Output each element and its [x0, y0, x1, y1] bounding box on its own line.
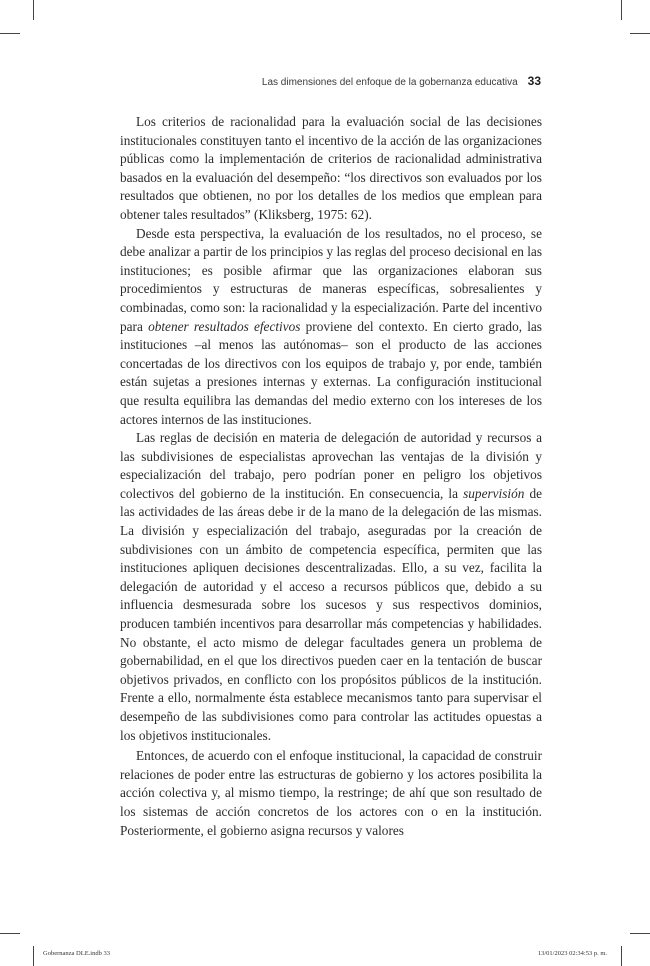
running-header-title: Las dimensiones del enfoque de la gobernanza educativa — [261, 77, 518, 88]
crop-mark — [33, 946, 34, 966]
page-number: 33 — [527, 74, 541, 88]
crop-mark — [33, 0, 34, 20]
footer-timestamp: 13/01/2023 02:34:53 p. m. — [537, 950, 607, 957]
crop-mark — [630, 933, 650, 934]
crop-mark — [621, 0, 622, 20]
emphasis: supervisión — [463, 485, 525, 501]
crop-mark — [630, 33, 650, 34]
paragraph: Desde esta perspectiva, la evaluación de los resultados, no el proceso, se debe analizar a partir de los principios y las reglas del proceso decisional en las instituciones; es posible afirmar que las organizaciones elaboran sus procedimientos y estructuras de maneras específicas, sobresalientes y combinadas, como son: la racionalidad y la especialización. Parte del incentivo para obtener resultados efectivos proviene del contexto. En cierto grado, las instituciones –al menos las autónomas– son el producto de las acciones concertadas de los directivos con los equipos de trabajo y, por ende, también están sujetas a presiones internas y externas. La configuración institucional que resulta equilibra las demandas del medio externo con los intereses de los actores internos de las instituciones. — [120, 225, 542, 427]
footer-file: Gobernanza DLE.indb 33 — [43, 950, 110, 957]
crop-mark — [621, 946, 622, 966]
paragraph: Las reglas de decisión en materia de delegación de autoridad y recursos a las subdivisiones de especialistas aprovechan las ventajas de la división y especialización del trabajo, pero podrían poner en peligro los objetivos colectivos del gobierno de la institución. En consecuencia, la supervisión de las actividades de las áreas debe ir de la mano de la delegación de las mismas. La división y especialización del trabajo, aseguradas por la creación de subdivisiones con un ámbito de competencia específica, permiten que las instituciones apliquen decisiones descentralizadas. Ello, a su vez, facilita la delegación de autoridad y el acceso a recursos públicos que, debido a su influencia desmesurada sobre los sucesos y sus respectivos dominios, producen también incentivos para desarrollar más competencias y habilidades. No obstante, el acto mismo de delegar facultades genera un problema de gobernabilidad, en el que los directivos pueden caer en la tentación de buscar objetivos privados, en conflicto con los propósitos públicos de la institución. Frente a ello, normalmente ésta establece mecanismos tanto para supervisar el desempeño de las subdivisiones como para controlar las actitudes opuestas a los objetivos institucionales. — [120, 430, 543, 743]
emphasis: obtener resultados efectivos — [148, 318, 301, 334]
paragraph: Los criterios de racionalidad para la evaluación social de las decisiones institucionales constituyen tanto el incentivo de la acción de las organizaciones públicas como la implementación de criterios de racionalidad administrativa basados en la evaluación del desempeño: “los directivos son evaluados por los resultados que obtienen, no por los detalles de los medios que emplean para obtener tales resultados” (Kliksberg, 1975: 62). — [120, 114, 542, 222]
crop-mark — [0, 33, 20, 34]
body-text — [120, 113, 542, 840]
paragraph: Entonces, de acuerdo con el enfoque institucional, la capacidad de construir relaciones de poder entre las estructuras de gobierno y los actores posibilita la acción colectiva y, al mismo tiempo, la restringe; de ahí que son resultado de los sistemas de acción concretos de los actores con o en la institución. Posteriormente, el gobierno asigna recursos y valores — [120, 748, 542, 838]
crop-mark — [0, 933, 20, 934]
running-header — [262, 74, 541, 88]
